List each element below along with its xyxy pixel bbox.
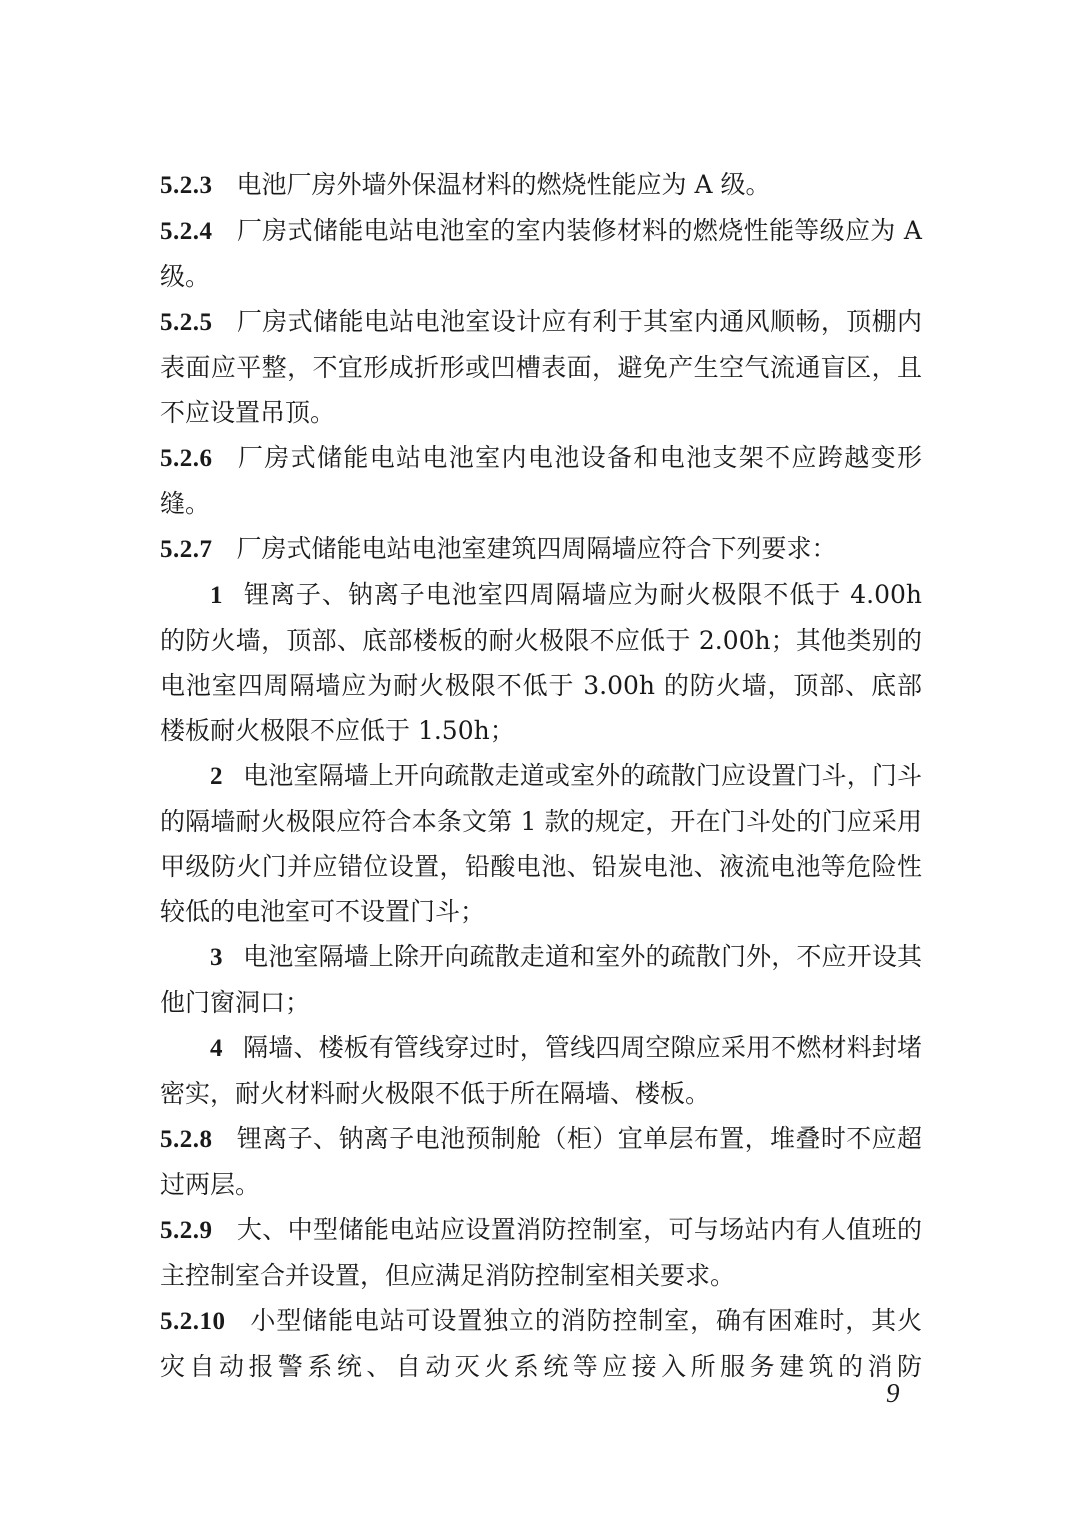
clause-number: 5.2.3 bbox=[160, 172, 213, 199]
clause-5-2-7-item-2 bbox=[160, 753, 922, 934]
clause-text: 厂房式储能电站电池室的室内装修材料的燃烧性能等级应为 A 级。 bbox=[160, 216, 922, 291]
clause-5-2-3 bbox=[160, 162, 922, 208]
item-text: 隔墙、楼板有管线穿过时，管线四周空隙应采用不燃材料封堵密实，耐火材料耐火极限不低于所在隔墙、楼板。 bbox=[160, 1033, 922, 1108]
item-number: 3 bbox=[210, 944, 223, 971]
clause-number: 5.2.7 bbox=[160, 536, 213, 563]
item-text: 电池室隔墙上除开向疏散走道和室外的疏散门外，不应开设其他门窗洞口； bbox=[160, 942, 922, 1017]
clause-text: 锂离子、钠离子电池预制舱（柜）宜单层布置，堆叠时不应超过两层。 bbox=[160, 1124, 922, 1199]
clause-number: 5.2.6 bbox=[160, 445, 213, 472]
clause-number: 5.2.10 bbox=[160, 1308, 226, 1335]
clause-text: 厂房式储能电站电池室设计应有利于其室内通风顺畅，顶棚内表面应平整，不宜形成折形或凹槽表面，避免产生空气流通盲区，且不应设置吊顶。 bbox=[160, 307, 922, 427]
document-page-body bbox=[160, 162, 922, 1389]
item-number: 4 bbox=[210, 1035, 223, 1062]
clause-number: 5.2.5 bbox=[160, 309, 213, 336]
clause-5-2-4 bbox=[160, 208, 922, 299]
clause-5-2-9 bbox=[160, 1207, 922, 1298]
clause-text: 大、中型储能电站应设置消防控制室，可与场站内有人值班的主控制室合并设置，但应满足消防控制室相关要求。 bbox=[160, 1215, 922, 1290]
clause-number: 5.2.8 bbox=[160, 1126, 213, 1153]
clause-5-2-7-item-4 bbox=[160, 1025, 922, 1116]
clause-5-2-7 bbox=[160, 526, 922, 572]
clause-text: 厂房式储能电站电池室建筑四周隔墙应符合下列要求： bbox=[236, 534, 837, 563]
item-text: 锂离子、钠离子电池室四周隔墙应为耐火极限不低于 4.00h 的防火墙，顶部、底部楼板的耐火极限不应低于 2.00h；其他类别的电池室四周隔墙应为耐火极限不低于 3.00h 的防火墙，顶部、底部楼板耐火极限不应低于 1.50h； bbox=[160, 580, 922, 745]
clause-text: 小型储能电站可设置独立的消防控制室，确有困难时，其火灾自动报警系统、自动灭火系统等应接入所服务建筑的消防 bbox=[160, 1306, 922, 1381]
page-number: 9 bbox=[886, 1378, 900, 1408]
item-text: 电池室隔墙上开向疏散走道或室外的疏散门应设置门斗，门斗的隔墙耐火极限应符合本条文第 1 款的规定，开在门斗处的门应采用甲级防火门并应错位设置，铅酸电池、铅炭电池、液流电池等危险性较低的电池室可不设置门斗； bbox=[160, 761, 922, 926]
clause-5-2-7-item-1 bbox=[160, 572, 922, 753]
item-number: 1 bbox=[210, 582, 223, 609]
clause-5-2-6 bbox=[160, 435, 922, 526]
item-number: 2 bbox=[210, 763, 223, 790]
clause-5-2-5 bbox=[160, 299, 922, 435]
clause-number: 5.2.9 bbox=[160, 1217, 213, 1244]
clause-number: 5.2.4 bbox=[160, 218, 213, 245]
clause-text: 电池厂房外墙外保温材料的燃烧性能应为 A 级。 bbox=[236, 170, 771, 199]
clause-text: 厂房式储能电站电池室内电池设备和电池支架不应跨越变形缝。 bbox=[160, 443, 922, 518]
clause-5-2-10 bbox=[160, 1298, 922, 1389]
clause-5-2-7-item-3 bbox=[160, 934, 922, 1025]
clause-5-2-8 bbox=[160, 1116, 922, 1207]
